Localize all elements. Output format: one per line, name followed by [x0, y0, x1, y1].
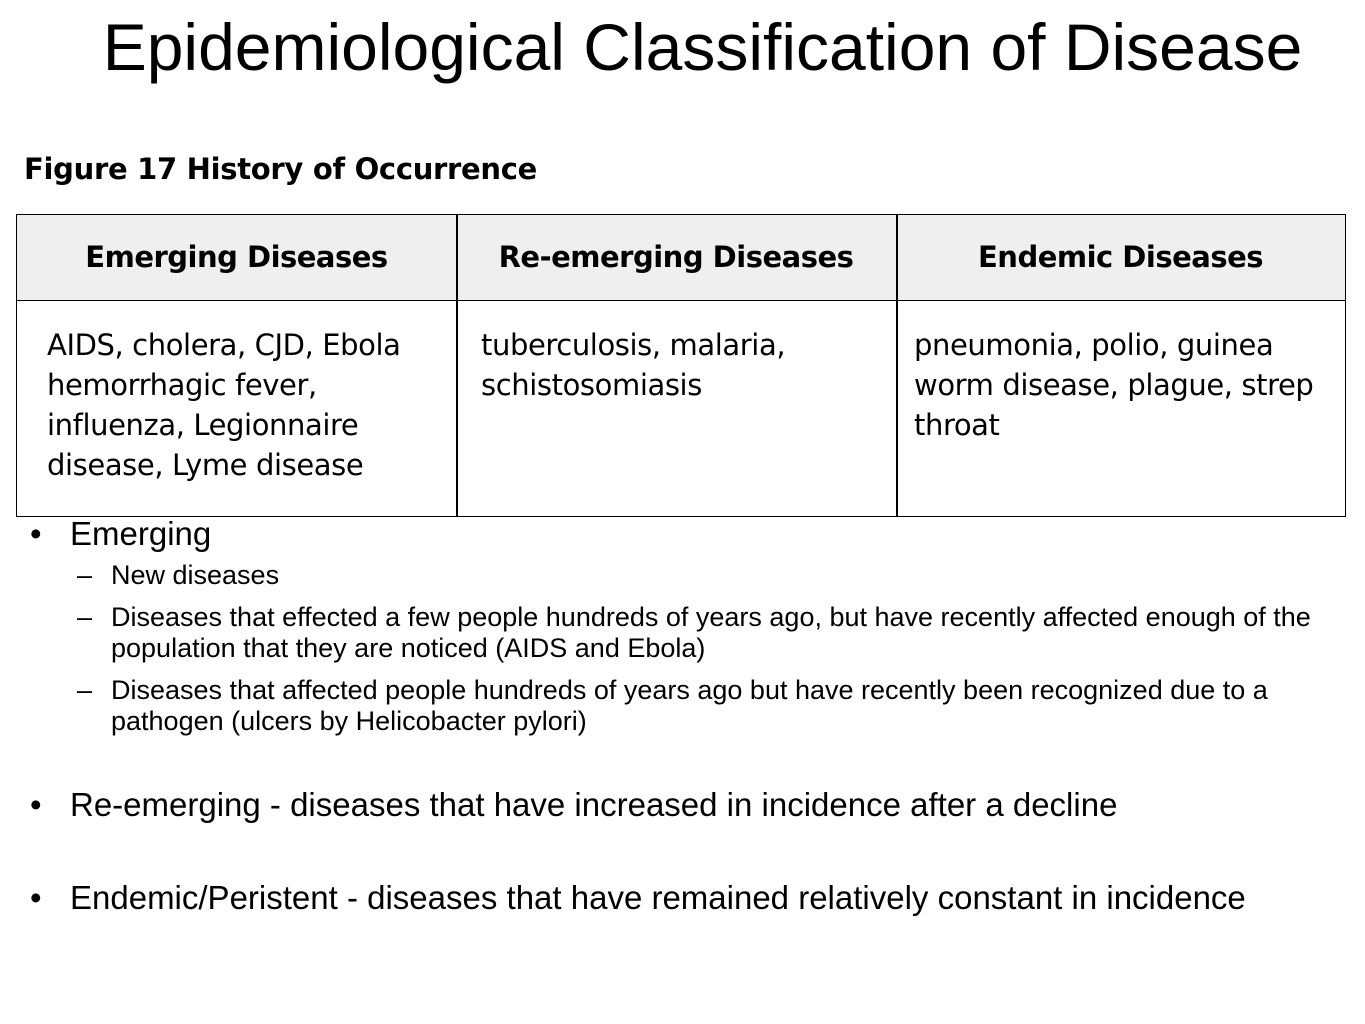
figure-caption: Figure 17 History of Occurrence	[24, 152, 538, 186]
slide-title: Epidemiological Classification of Disease	[102, 10, 1303, 84]
subbullet-item: – Diseases that affected people hundreds of years ago but have recently been recognized due to a pathogen (ulcers by Helicobacter pylori)	[77, 675, 1268, 736]
subbullet-item: – New diseases	[77, 560, 280, 590]
cell-reemerging-examples: tuberculosis, malaria, schistosomiasis	[481, 328, 786, 402]
bullet-reemerging-text: Re-emerging - diseases that have increased in incidence after a decline	[70, 786, 1118, 823]
bullet-endemic-text: Endemic/Peristent - diseases that have remained relatively constant in incidence	[70, 879, 1246, 916]
header-reemerging: Re-emerging Diseases	[498, 240, 854, 274]
subbullet-text: New diseases	[111, 560, 280, 590]
header-emerging: Emerging Diseases	[85, 240, 388, 274]
bullet-emerging-label: Emerging	[70, 515, 212, 552]
bullet-endemic: • Endemic/Peristent - diseases that have remained relatively constant in incidence	[30, 879, 1246, 916]
subbullet-text: Diseases that effected a few people hundreds of years ago, but have recently affected enough of the population that they are noticed (AIDS and Ebola)	[111, 602, 1311, 663]
subbullet-item: – Diseases that effected a few people hundreds of years ago, but have recently affected enough of the population that they are noticed (AIDS and Ebola)	[77, 602, 1311, 663]
table-header-row	[17, 215, 1345, 301]
subbullet-text: Diseases that affected people hundreds of years ago but have recently been recognized due to a pathogen (ulcers by Helicobacter pylori)	[111, 675, 1268, 736]
bullet-emerging: • Emerging	[30, 515, 212, 552]
cell-endemic-examples: pneumonia, polio, guinea worm disease, plague, strep throat	[914, 328, 1314, 442]
bullet-list	[30, 514, 1350, 917]
occurrence-table	[16, 214, 1346, 517]
header-endemic: Endemic Diseases	[977, 240, 1264, 274]
column-divider	[896, 215, 898, 516]
bullet-reemerging: • Re-emerging - diseases that have increased in incidence after a decline	[30, 786, 1118, 823]
column-divider	[456, 215, 458, 516]
cell-emerging-examples: AIDS, cholera, CJD, Ebola hemorrhagic fever, influenza, Legionnaire disease, Lyme disease	[47, 328, 401, 482]
